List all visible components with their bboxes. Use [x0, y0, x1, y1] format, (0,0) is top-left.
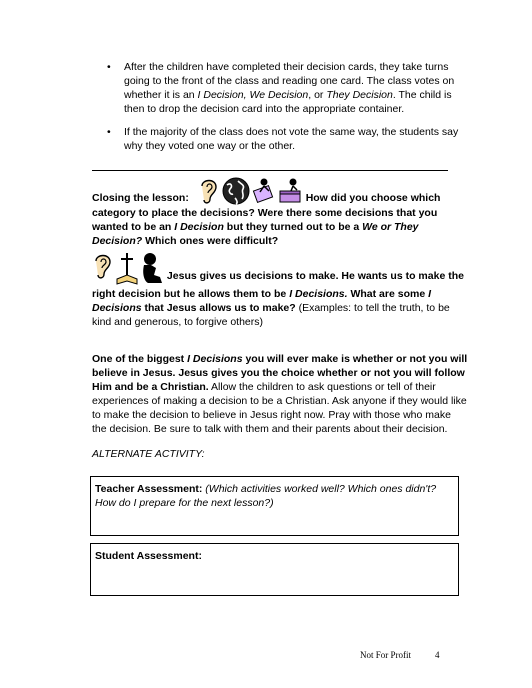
text-segment: , or	[308, 89, 327, 101]
closing-paragraph	[92, 190, 468, 248]
page-number: 4	[435, 650, 440, 660]
gift-box-icon	[277, 176, 303, 206]
text-segment: They Decision	[326, 89, 393, 101]
text-segment: you will ever make is whether or not you will believe in Jesus. Jesus gives you the choice whether or not you will follow Him and be a Christian.	[92, 353, 468, 393]
praying-child-icon	[140, 251, 164, 285]
text-segment: . The child is then to drop the decision card into the appropriate container.	[124, 89, 452, 115]
closing-label: Closing the lesson:	[92, 191, 189, 204]
jesus-paragraph	[92, 265, 468, 329]
biggest-decision-text	[92, 353, 467, 435]
closing-icons	[198, 176, 303, 206]
jesus-icons	[92, 251, 164, 287]
biggest-decision-paragraph	[92, 352, 468, 436]
student-assessment-box[interactable]	[90, 543, 459, 596]
text-segment: Which ones were difficult?	[142, 235, 279, 247]
alternate-activity-heading: ALTERNATE ACTIVITY:	[92, 448, 205, 460]
text-segment: One of the biggest	[92, 353, 188, 365]
text-segment: We or They Decision?	[92, 221, 419, 247]
section-divider	[92, 170, 448, 171]
teacher-assessment-prompt: (Which activities worked well? Which ones didn't? How do I prepare for the next lesson?)	[95, 483, 437, 509]
bullet-text	[124, 61, 454, 115]
teacher-assessment-label: Teacher Assessment:	[95, 483, 203, 495]
bullet-marker: •	[107, 126, 111, 138]
text-segment: I Decisions	[187, 353, 243, 365]
bullet-text	[124, 126, 458, 152]
page-footer	[360, 648, 440, 662]
text-segment: that Jesus allows us to make?	[141, 302, 296, 314]
text-segment: but they turned out to be a	[223, 221, 363, 233]
text-segment: I Decision, We Decision	[197, 89, 309, 101]
bullet-marker: •	[107, 61, 111, 73]
footer-text: Not For Profit	[360, 650, 412, 660]
text-segment: I Decisions.	[289, 288, 348, 300]
teacher-assessment-box[interactable]	[90, 476, 459, 536]
text-segment: What are some	[347, 288, 429, 300]
cross-bible-icon	[115, 251, 139, 287]
student-assessment-label: Student Assessment:	[95, 550, 202, 562]
text-segment: I Decisions	[92, 288, 431, 314]
decision-card-icon	[252, 176, 276, 206]
text-segment: After the children have completed their decision cards, they take turns going to the front of the class and reading one card. The class votes on whether it is an	[124, 61, 455, 101]
ear-icon	[92, 251, 114, 281]
text-segment: I Decision	[174, 221, 224, 233]
text-segment: If the majority of the class does not vote the same way, the students say why they voted one way or the other.	[124, 126, 459, 152]
activity-instructions	[107, 60, 462, 162]
bullet-item	[107, 125, 462, 153]
text-segment: Allow the children to ask questions or tell of their experiences of making a decision to be a Christian. Ask anyone if they would like to make the decision to believe in Jesus right now. Pray with those who make the decision. Be sure to talk with them and their parents about their decision.	[92, 381, 467, 435]
bullet-item	[107, 60, 462, 116]
text-segment: How did you choose which category to place the decisions? Were there some decisions that you wanted to be an	[92, 191, 441, 233]
ear-icon	[198, 176, 220, 206]
text-segment: (Examples: to tell the truth, to be kind and generous, to forgive others)	[92, 302, 450, 328]
text-segment: Jesus gives us decisions to make. He wants us to make the right decision but he allows them to be	[92, 269, 464, 300]
globe-icon	[221, 176, 251, 206]
